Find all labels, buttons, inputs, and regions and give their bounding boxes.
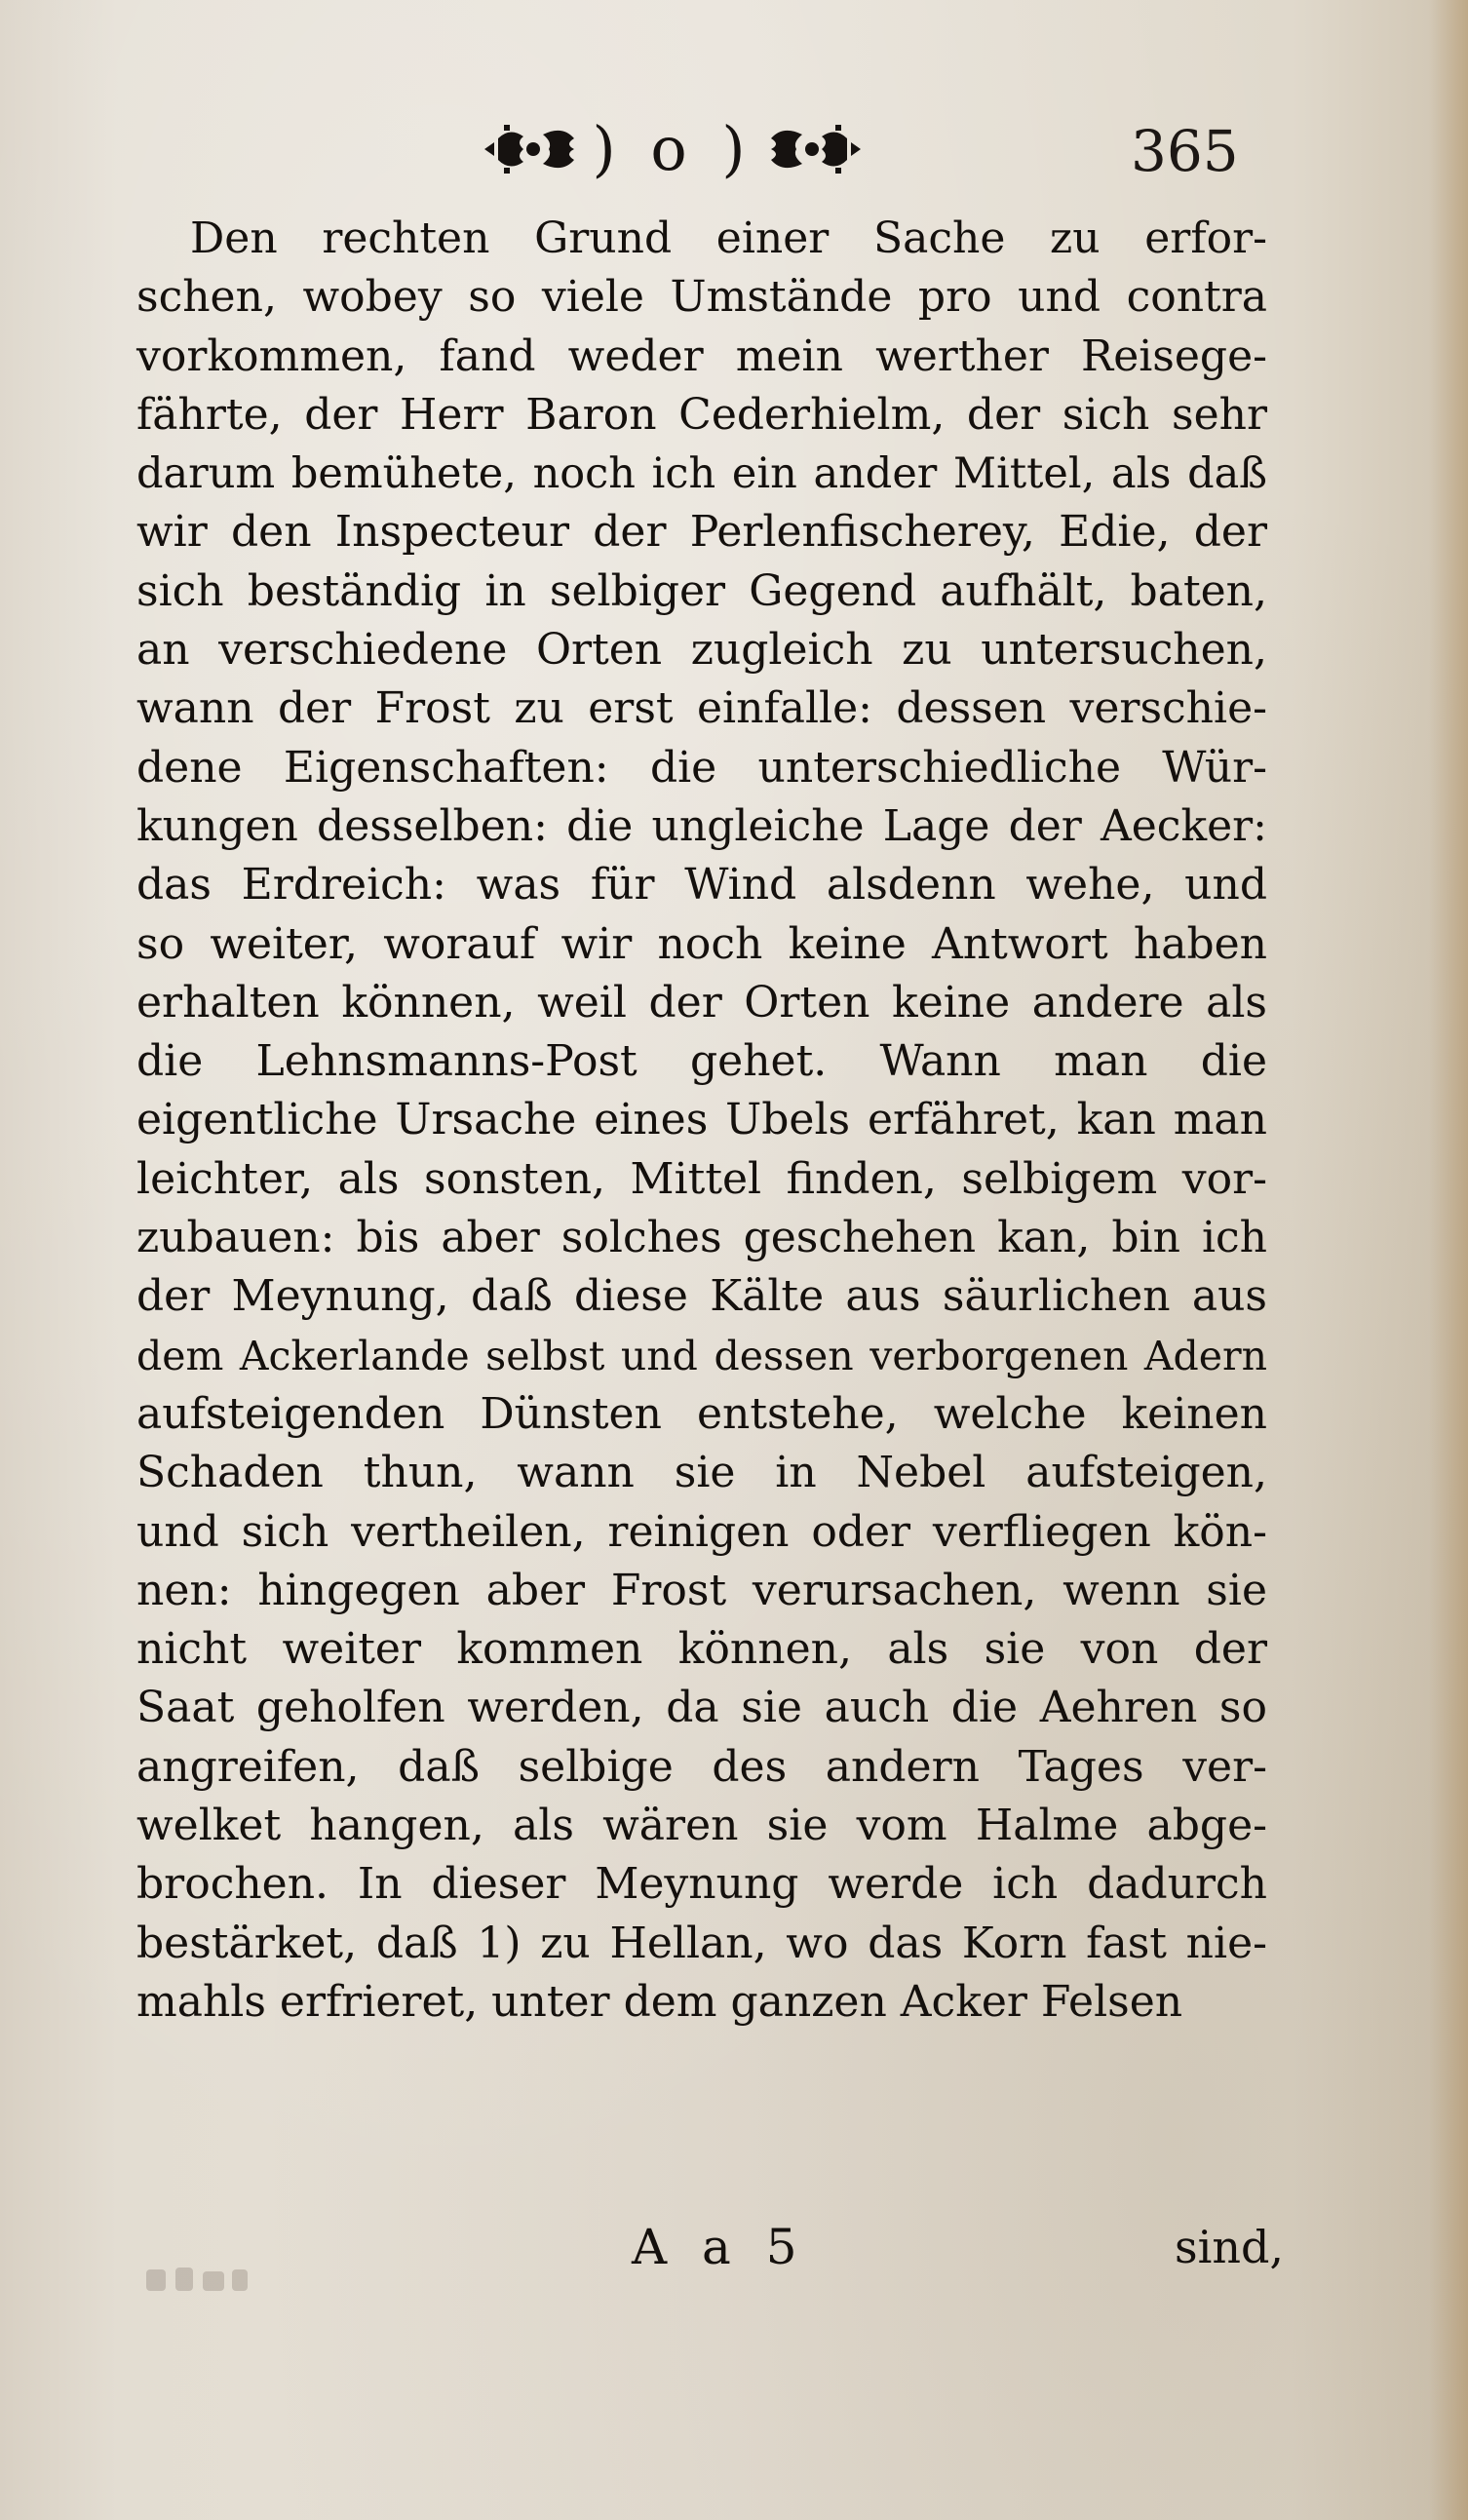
ornament-right-icon [767,119,865,179]
text-line: nicht weiter kommen können, als sie von der [136,1624,1267,1675]
page-number: 365 [1131,118,1239,184]
text-line: bestärket, daß 1) zu Hellan, wo das Korn fast nie- [136,1918,1267,1968]
text-line: aufsteigenden Dünsten entstehe, welche keinen [136,1388,1267,1439]
text-line: leichter, als sonsten, Mittel finden, selbigem vor- [136,1153,1267,1204]
text-line: das Erdreich: was für Wind alsdenn wehe, und [136,860,1267,911]
text-line: nen: hingegen aber Frost verursachen, wenn sie [136,1565,1267,1615]
text-line: an verschiedene Orten zugleich zu untersuchen, [136,625,1267,676]
text-line: eigentliche Ursache eines Ubels erfähret, kan man [136,1095,1267,1145]
text-line: und sich vertheilen, reinigen oder verfliegen kön- [136,1506,1267,1557]
header-ornament [453,110,892,188]
body-text [136,210,1267,2032]
signature-mark: A a 5 [632,2219,807,2275]
text-line: brochen. In dieser Meynung werde ich dadurch [136,1859,1267,1910]
text-line: die Lehnsmanns-Post gehet. Wann man die [136,1036,1267,1087]
text-line: mahls erfrieret, unter dem ganzen Acker Felsen [136,1976,1183,2027]
text-line: Den rechten Grund einer Sache zu erfor- [190,213,1267,263]
text-line: dene Eigenschaften: die unterschiedliche Wür- [136,742,1267,793]
text-line: fährte, der Herr Baron Cederhielm, der sich sehr [136,389,1267,440]
text-line: sich beständig in selbiger Gegend aufhält, baten, [136,565,1267,616]
text-line: wir den Inspecteur der Perlenfischerey, Edie, der [136,507,1267,558]
text-line: kungen desselben: die ungleiche Lage der Aecker: [136,800,1267,851]
ornament-left-icon [481,119,578,179]
text-line: darum bemühete, noch ich ein ander Mittel, als daß [136,449,1267,499]
text-line: zubauen: bis aber solches geschehen kan, bin ich [136,1213,1267,1263]
text-line: schen, wobey so viele Umstände pro und contra [136,272,1267,323]
text-line: Schaden thun, wann sie in Nebel aufsteigen, [136,1448,1267,1498]
page-edge-shadow [1429,0,1468,2520]
text-line: Saat geholfen werden, da sie auch die Aehren so [136,1683,1267,1733]
page-header [0,93,1468,200]
ornament-center-text: ) o ) [592,113,753,184]
text-line: der Meynung, daß diese Kälte aus säurlichen aus [136,1271,1267,1322]
catchword: sind, [1175,2221,1285,2273]
text-line: welket hangen, als wären sie vom Halme abge- [136,1801,1267,1851]
text-line: angreifen, daß selbige des andern Tages ver- [136,1741,1267,1792]
text-line: erhalten können, weil der Orten keine andere als [136,977,1267,1027]
page-footer [0,2213,1468,2291]
text-line: wann der Frost zu erst einfalle: dessen verschie- [136,683,1267,734]
text-line: vorkommen, fand weder mein werther Reisege- [136,330,1267,381]
text-line: dem Ackerlande selbst und dessen verborgenen Adern [136,1332,1267,1379]
text-line: so weiter, worauf wir noch keine Antwort haben [136,918,1267,969]
